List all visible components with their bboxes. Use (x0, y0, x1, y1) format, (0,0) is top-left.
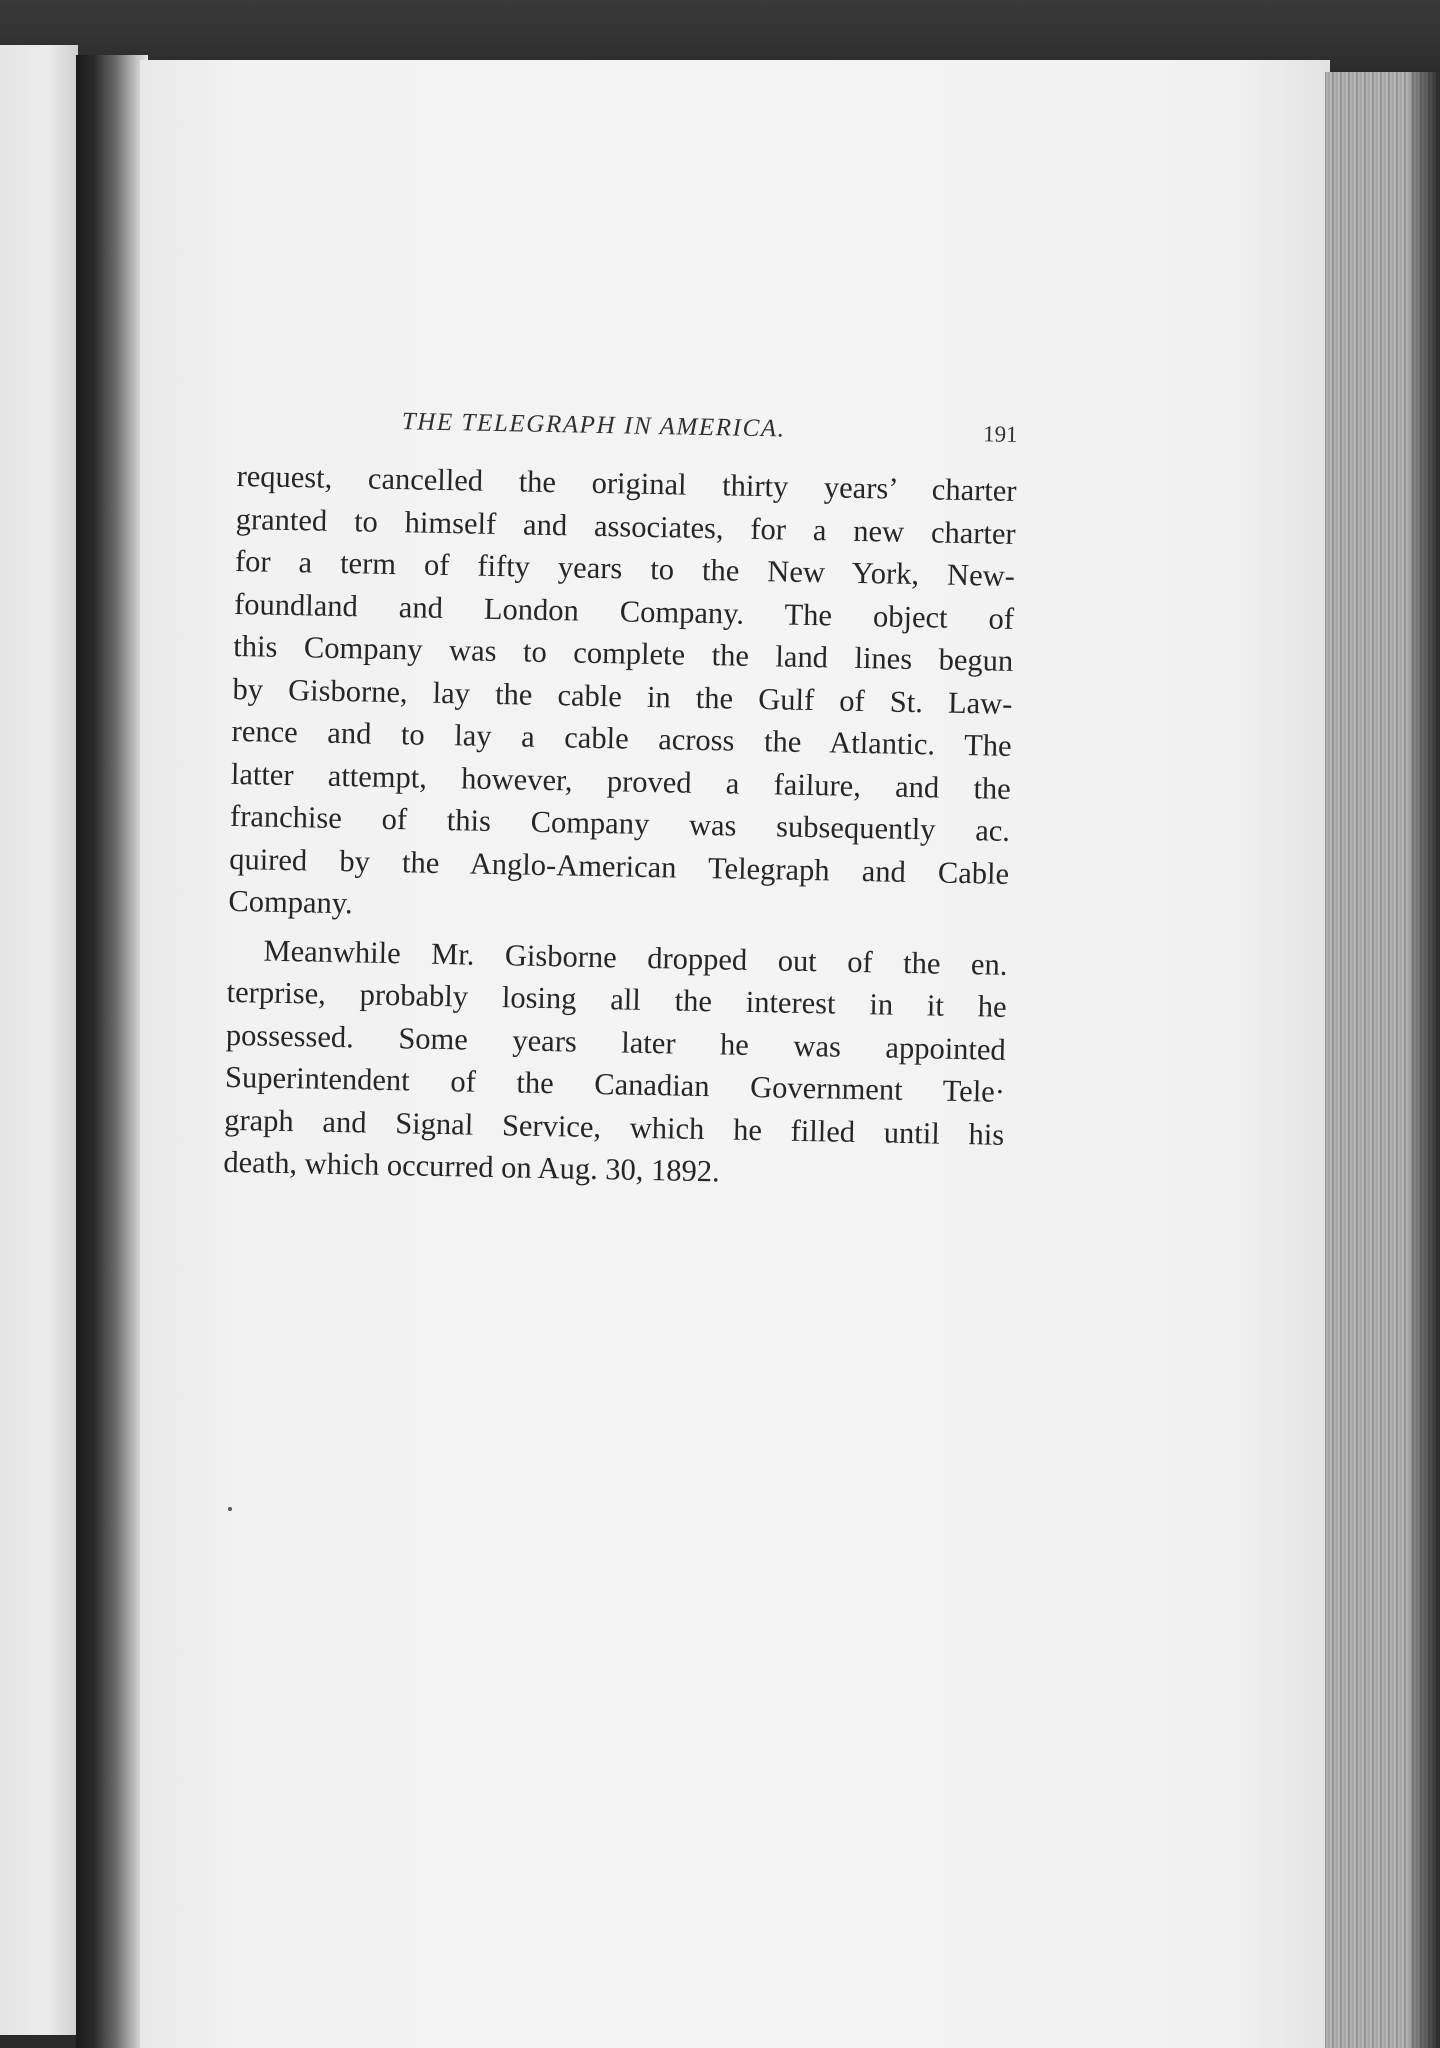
previous-page-edge (0, 45, 78, 2035)
text-line: terprise, probably losing all the interest in it he (226, 974, 1007, 1024)
paragraph-2 (223, 928, 1008, 1198)
page-number: 191 (982, 421, 1018, 447)
text-line: quired by the Anglo-American Telegraph and Cable (228, 841, 1010, 891)
page-text-block (223, 405, 1018, 1198)
text-line: for a term of fifty years to the New York, New- (234, 543, 1016, 593)
text-line: Company. (228, 883, 354, 921)
text-line: death, which occurred on Aug. 30, 1892. (223, 1144, 721, 1189)
text-line: Superintendent of the Canadian Government Tele· (224, 1059, 1006, 1109)
book-gutter (76, 55, 148, 2048)
running-title: THE TELEGRAPH IN AMERICA. (401, 408, 786, 443)
text-line: Meanwhile Mr. Gisborne dropped out of the en. (263, 933, 1008, 982)
text-line: this Company was to complete the land lines begun (233, 628, 1014, 678)
text-line: foundland and London Company. The object of (233, 586, 1015, 636)
paragraph-1 (228, 455, 1017, 937)
text-line: franchise of this Company was subsequently ac. (229, 798, 1011, 848)
text-line: latter attempt, however, proved a failure, and the (230, 756, 1012, 806)
text-line: by Gisborne, lay the cable in the Gulf of St. Law- (232, 671, 1013, 721)
text-line: granted to himself and associates, for a new charter (235, 501, 1017, 551)
paper-speck (228, 1507, 232, 1511)
text-line: possessed. Some years later he was appointed (225, 1017, 1007, 1067)
text-line: rence and to lay a cable across the Atlantic. The (231, 713, 1012, 763)
text-line: graph and Signal Service, which he filled until his (223, 1102, 1005, 1152)
page-edges (1325, 72, 1440, 2048)
text-line: request, cancelled the original thirty years’ charter (236, 458, 1017, 508)
